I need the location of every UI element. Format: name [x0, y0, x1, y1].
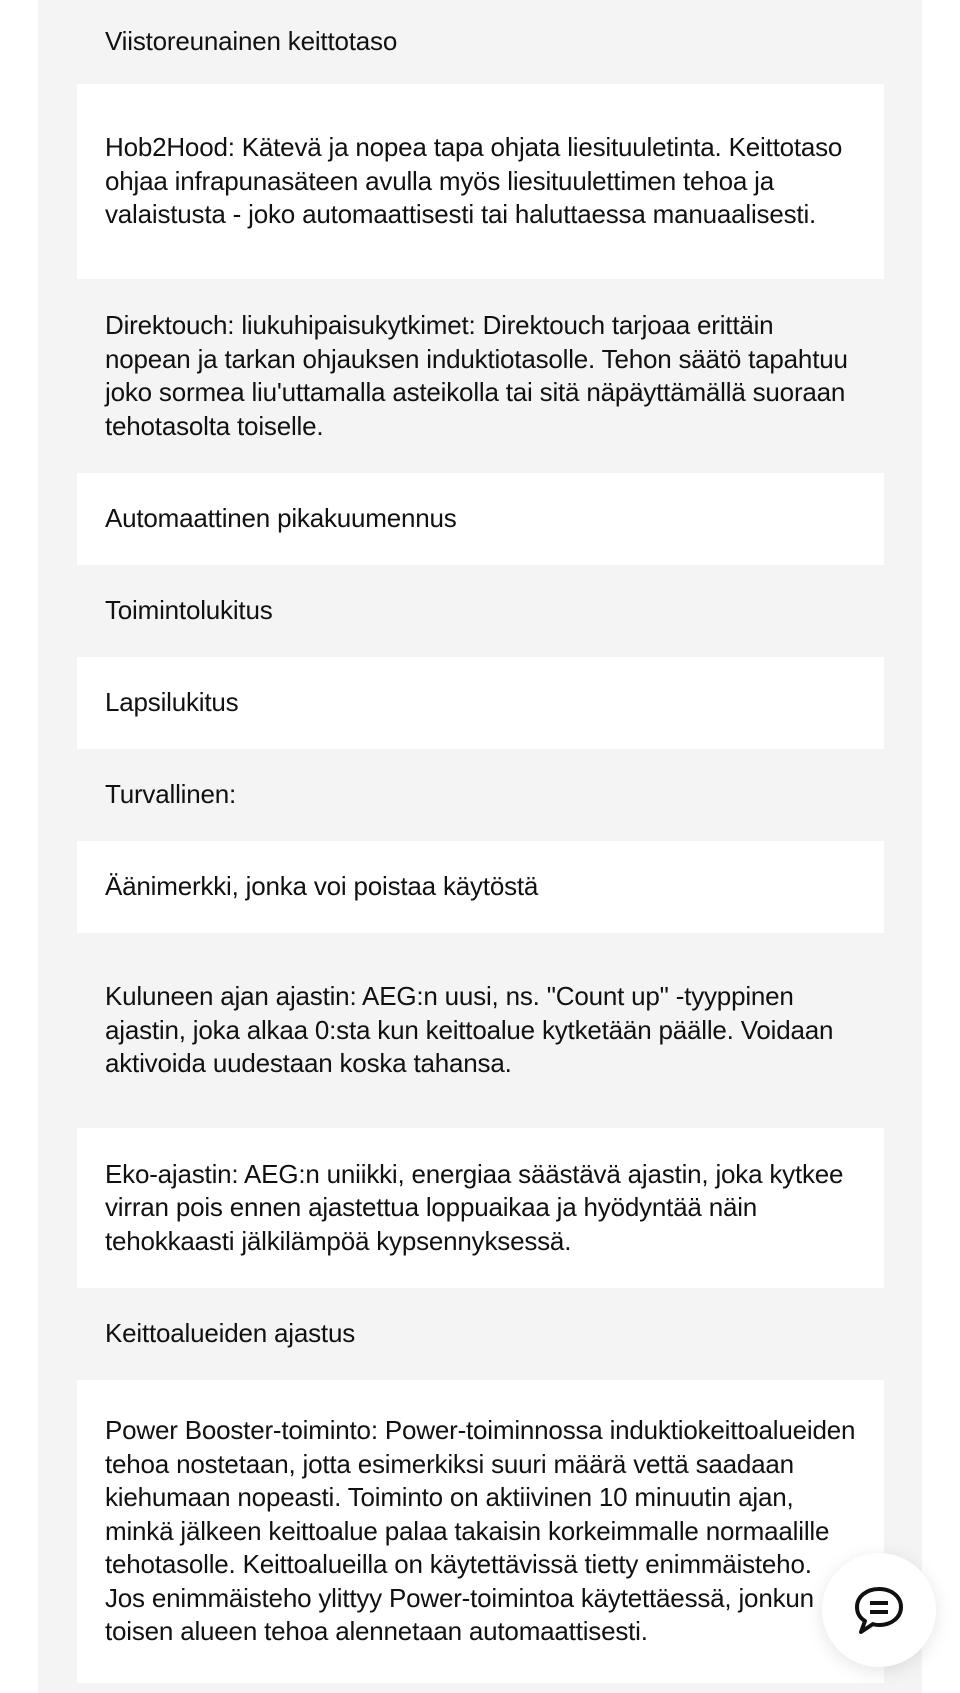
feature-row — [77, 1288, 884, 1380]
feature-text: Direktouch: liukuhipaisukytkimet: Direktouch tarjoaa erittäin nopean ja tarkan ohjauksen induktiotasolle. Tehon säätö tapahtuu joko sormea liu'uttamalla asteikolla tai sitä näpäyttämällä suoraan tehotasolta toiselle. — [105, 310, 848, 441]
feature-text: Turvallinen: — [105, 779, 237, 810]
feature-row — [77, 84, 884, 279]
feature-text: Hob2Hood: Kätevä ja nopea tapa ohjata liesituuletinta. Keittotaso ohjaa infrapunasäteen avulla myös liesituulettimen tehoa ja valaistusta - joko automaattisesti tai haluttaessa manuaalisesti. — [105, 132, 843, 230]
feature-text: Automaattinen pikakuumennus — [105, 503, 457, 534]
feature-row — [77, 841, 884, 933]
feature-row — [77, 657, 884, 749]
feature-row — [77, 473, 884, 565]
feature-row — [77, 933, 884, 1128]
feature-text: Toimintolukitus — [105, 595, 273, 626]
feature-text: Kuluneen ajan ajastin: AEG:n uusi, ns. "Count up" -tyyppinen ajastin, joka alkaa 0:sta kun keittoalue kytketään päälle. Voidaan aktivoida uudestaan koska tahansa. — [105, 981, 834, 1079]
feature-row — [77, 1380, 884, 1683]
feature-row — [77, 279, 884, 473]
feature-row — [77, 749, 884, 841]
feature-row — [77, 0, 884, 84]
feature-text: Power Booster-toiminto: Power-toiminnossa induktiokeittoalueiden tehoa nostetaan, jotta esimerkiksi suuri määrä vettä saadaan kiehumaan nopeasti. Toiminto on aktiivinen 10 minuutin ajan, minkä jälkeen keittoalue palaa takaisin korkeimmalle normaalille tehotasolle. Keittoalueilla on käytettävissä tietty enimmäisteho. Jos enimmäisteho ylittyy Power-toimintoa käytettäessä, jonkun toisen alueen tehoa alennetaan automaattisesti. — [105, 1415, 856, 1647]
feature-row — [77, 565, 884, 657]
feature-text: Viistoreunainen keittotaso — [105, 26, 398, 57]
feature-text: Äänimerkki, jonka voi poistaa käytöstä — [105, 871, 539, 902]
features-list — [38, 0, 922, 1693]
chat-bubble-icon — [852, 1584, 906, 1636]
feature-text: Eko-ajastin: AEG:n uniikki, energiaa säästävä ajastin, joka kytkee virran pois ennen ajastettua loppuaikaa ja hyödyntää näin tehokkaasti jälkilämpöä kypsennyksessä. — [105, 1158, 844, 1256]
feature-text: Keittoalueiden ajastus — [105, 1318, 356, 1349]
chat-button[interactable] — [822, 1553, 936, 1667]
feature-row — [77, 1128, 884, 1288]
feature-text: Lapsilukitus — [105, 687, 239, 718]
